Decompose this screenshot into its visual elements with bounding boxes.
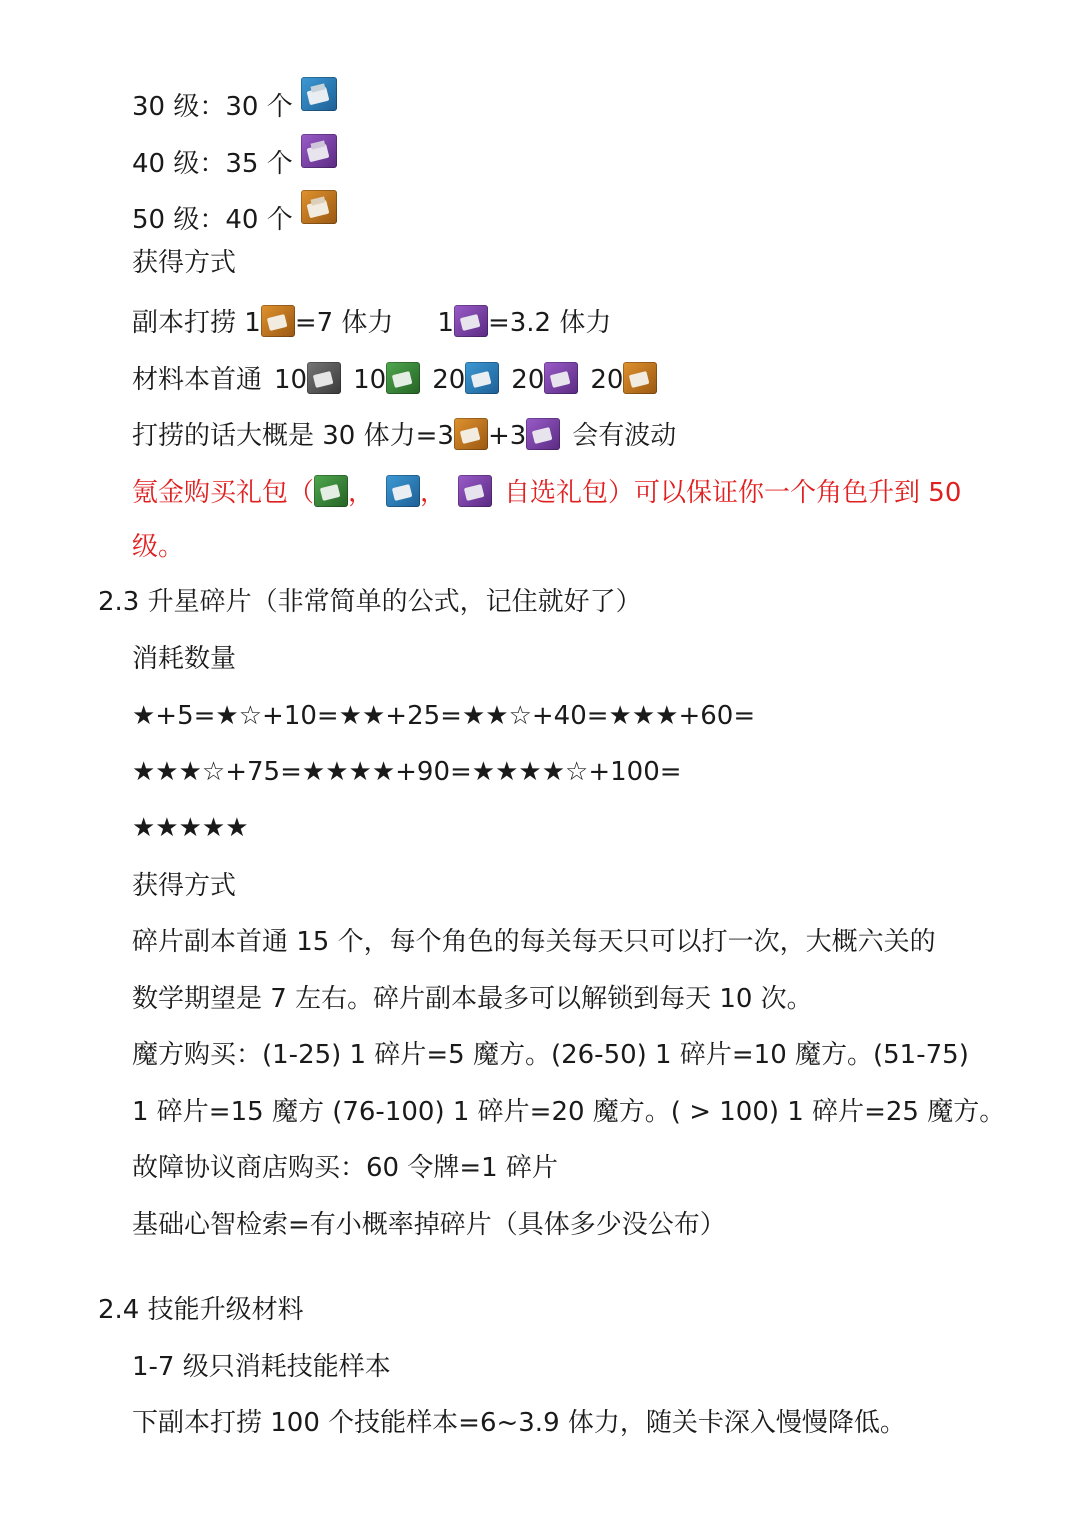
level-50-text: 50 级：40 个	[132, 205, 293, 235]
first-clear-prefix: 材料本首通	[132, 365, 263, 395]
paid-line-2: 级。	[132, 532, 185, 562]
blue-material-icon	[465, 362, 499, 394]
level-50-row	[132, 190, 337, 235]
orange-material-icon	[454, 418, 488, 450]
level-30-text: 30 级：30 个	[132, 92, 293, 122]
green-material-icon	[314, 475, 348, 507]
paid-sep: ，	[348, 478, 375, 508]
skill-line: 下副本打捞 100 个技能样本=6~3.9 体力，随关卡深入慢慢降低。	[132, 1408, 906, 1438]
body-line: 1 碎片=15 魔方 (76-100) 1 碎片=20 魔方。( > 100) 1 碎片=25 魔方。	[132, 1097, 1006, 1127]
blue-material-icon	[301, 77, 337, 111]
section-heading-2-4: 2.4 技能升级材料	[98, 1295, 304, 1325]
purple-material-icon	[301, 134, 337, 168]
star-formula-line-2: ★★★☆+75=★★★★+90=★★★★☆+100=	[132, 757, 682, 787]
body-line: 基础心智检索=有小概率掉碎片（具体多少没公布）	[132, 1210, 726, 1240]
orange-material-icon	[301, 190, 337, 224]
body-line: 数学期望是 7 左右。碎片副本最多可以解锁到每天 10 次。	[132, 984, 813, 1014]
star-formula-line-1: ★+5=★☆+10=★★+25=★★☆+40=★★★+60=	[132, 701, 756, 731]
level-30-row	[132, 77, 337, 122]
estimate-suffix: 会有波动	[572, 421, 677, 451]
paid-suffix: 自选礼包）可以保证你一个角色升到 50	[504, 478, 962, 508]
farm-row	[132, 303, 611, 343]
paid-prefix: 氪金购买礼包（	[132, 478, 315, 508]
body-line: 故障协议商店购买：60 令牌=1 碎片	[132, 1153, 558, 1183]
paid-row	[132, 473, 961, 513]
orange-material-icon	[623, 362, 657, 394]
gray-material-icon	[307, 362, 341, 394]
estimate-row	[132, 416, 676, 456]
first-clear-count: 10	[274, 365, 308, 395]
body-line: 魔方购买：(1-25) 1 碎片=5 魔方。(26-50) 1 碎片=10 魔方。(51-75)	[132, 1040, 969, 1070]
estimate-plus: +3	[487, 421, 527, 451]
farm-mid: 1	[437, 308, 454, 338]
body-line: 碎片副本首通 15 个，每个角色的每关每天只可以打一次，大概六关的	[132, 927, 936, 957]
blue-material-icon	[386, 475, 420, 507]
green-material-icon	[386, 362, 420, 394]
star-formula-line-3: ★★★★★	[132, 813, 249, 843]
purple-material-icon	[454, 305, 488, 337]
obtain-heading-1: 获得方式	[132, 248, 237, 278]
purple-material-icon	[544, 362, 578, 394]
estimate-prefix: 打捞的话大概是 30 体力=3	[132, 421, 454, 451]
skill-line: 1-7 级只消耗技能样本	[132, 1352, 391, 1382]
level-40-text: 40 级：35 个	[132, 149, 293, 179]
paid-sep: ，	[420, 478, 447, 508]
purple-material-icon	[526, 418, 560, 450]
section-heading-2-3: 2.3 升星碎片（非常简单的公式，记住就好了）	[98, 587, 642, 617]
first-clear-count: 20	[590, 365, 624, 395]
first-clear-row	[132, 360, 657, 400]
level-40-row	[132, 134, 337, 179]
farm-prefix: 副本打捞 1	[132, 308, 261, 338]
first-clear-count: 20	[432, 365, 466, 395]
consume-heading: 消耗数量	[132, 644, 237, 674]
farm-purple-eq: =3.2 体力	[487, 308, 612, 338]
obtain-heading-2: 获得方式	[132, 871, 237, 901]
orange-material-icon	[261, 305, 295, 337]
first-clear-count: 10	[353, 365, 387, 395]
purple-material-icon	[458, 475, 492, 507]
farm-orange-eq: =7 体力	[294, 308, 394, 338]
first-clear-count: 20	[511, 365, 545, 395]
